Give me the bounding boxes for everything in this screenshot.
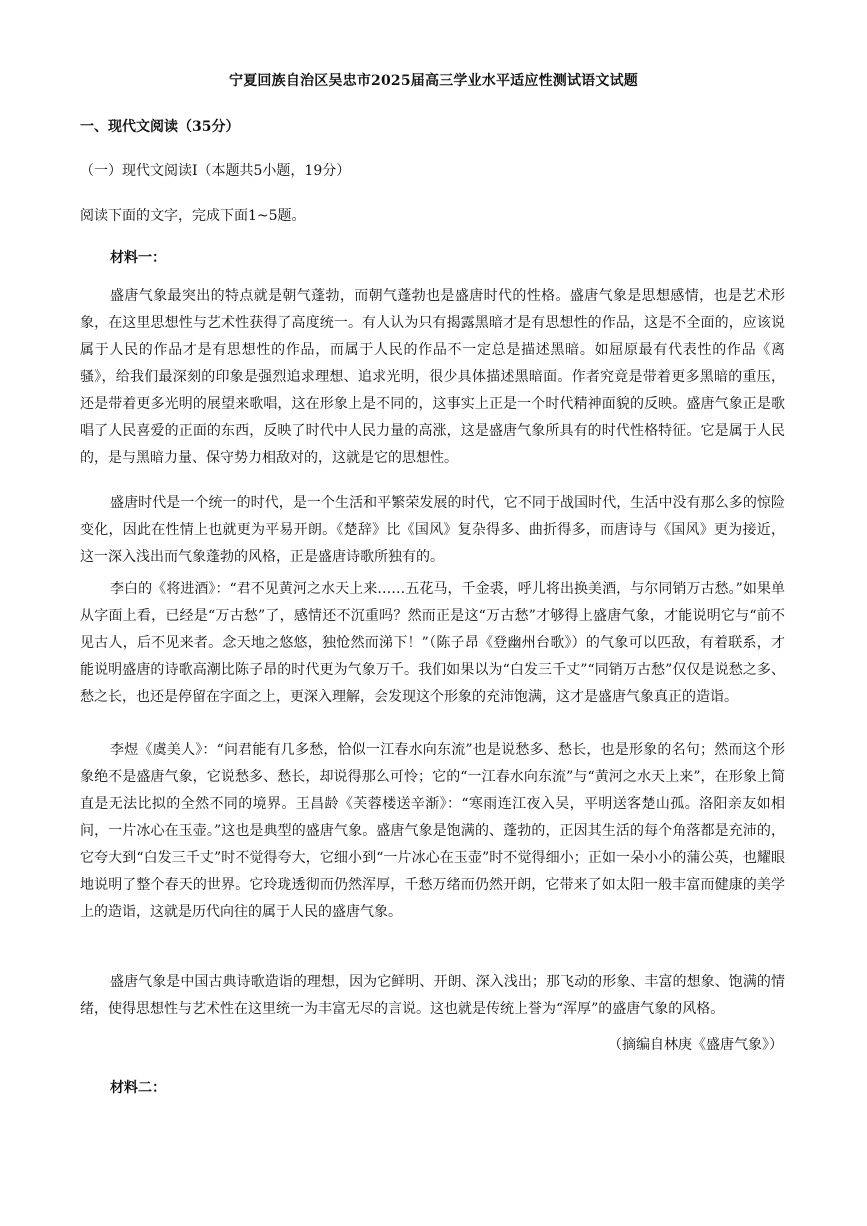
paragraph-3: 李白的《将进酒》：“君不见黄河之水天上来……五花马，千金裘，呼儿将出换美酒，与尔同销万古愁。”如果单从字面上看，已经是“万古愁”了，感情还不沉重吗？然而正是这“万古愁”才够得上盛唐气象，才能说明它与“前不见古人，后不见来者。念天地之悠悠，独怆然而涕下！”（陈子昂《登幽州台歌》）的气象可以匹敌，有着联系，才能说明盛唐的诗歌高潮比陈子昂的时代更为气象万千。我们如果以为“白发三千丈”“同销万古愁”仅仅是说愁之多、愁之长，也还是停留在字面之上，更深入理解，会发现这个形象的充沛饱满，这才是盛唐气象真正的造诣。 xyxy=(80,581,785,705)
paragraph-4: 李煜《虞美人》：“问君能有几多愁，恰似一江春水向东流”也是说愁多、愁长，也是形象的名句；然而这个形象绝不是盛唐气象，它说愁多、愁长，却说得那么可怜；它的“一江春水向东流”与“黄河之水天上来”，在形象上简直是无法比拟的全然不同的境界。王昌龄《芙蓉楼送辛渐》：“寒雨连江夜入吴，平明送客楚山孤。洛阳亲友如相问，一片冰心在玉壶。”这也是典型的盛唐气象。盛唐气象是饱满的、蓬勃的，正因其生活的每个角落都是充沛的，它夸大到“白发三千丈”时不觉得夸大，它细小到“一片冰心在玉壶”时不觉得细小；正如一朵小小的蒲公英，也耀眼地说明了整个春天的世界。它玲珑透彻而仍然浑厚，千愁万绪而仍然开朗，它带来了如太阳一般丰富而健康的美学上的造诣，这就是历代向往的属于人民的盛唐气象。 xyxy=(80,742,785,920)
page-title: 宁夏回族自治区吴忠市2025届高三学业水平适应性测试语文试题 xyxy=(229,73,638,89)
material-one-label: 材料一： xyxy=(110,250,166,266)
paragraph-1: 盛唐气象最突出的特点就是朝气蓬勃，而朝气蓬勃也是盛唐时代的性格。盛唐气象是思想感情，也是艺术形象，在这里思想性与艺术性获得了高度统一。有人认为只有揭露黑暗才是有思想性的作品，这是不全面的，应该说属于人民的作品才是有思想性的作品，而属于人民的作品不一定总是描述黑暗。如屈原最有代表性的作品《离骚》，给我们最深刻的印象是强烈追求理想、追求光明，很少具体描述黑暗面。作者究竟是带着更多黑暗的重压，还是带着更多光明的展望来歌唱，这在形象上是不同的，这事实上正是一个时代精神面貌的反映。盛唐气象正是歌唱了人民喜爱的正面的东西，反映了时代中人民力量的高涨，这是盛唐气象所具有的时代性格特征。它是属于人民的，是与黑暗力量、保守势力相敌对的，这就是它的思想性。 xyxy=(80,288,785,466)
reading-instruction: 阅读下面的文字，完成下面1~5题。 xyxy=(80,208,306,224)
subsection-heading: （一）现代文阅读Ⅰ（本题共5小题，19分） xyxy=(80,163,351,179)
paragraph-5: 盛唐气象是中国古典诗歌造诣的理想，因为它鲜明、开朗、深入浅出；那飞动的形象、丰富的想象、饱满的情绪，使得思想性与艺术性在这里统一为丰富无尽的言说。这也就是传统上誉为“浑厚”的盛唐气象的风格。 xyxy=(80,974,785,1017)
paragraph-2: 盛唐时代是一个统一的时代，是一个生活和平繁荣发展的时代，它不同于战国时代，生活中没有那么多的惊险变化，因此在性情上也就更为平易开朗。《楚辞》比《国风》复杂得多、曲折得多，而唐诗与《国风》更为接近，这一深入浅出而气象蓬勃的风格，正是盛唐诗歌所独有的。 xyxy=(80,495,785,565)
material-two-label: 材料二： xyxy=(110,1080,166,1096)
section-heading: 一、现代文阅读（35分） xyxy=(80,119,240,135)
source-citation: （摘编自林庚《盛唐气象》） xyxy=(608,1037,783,1053)
